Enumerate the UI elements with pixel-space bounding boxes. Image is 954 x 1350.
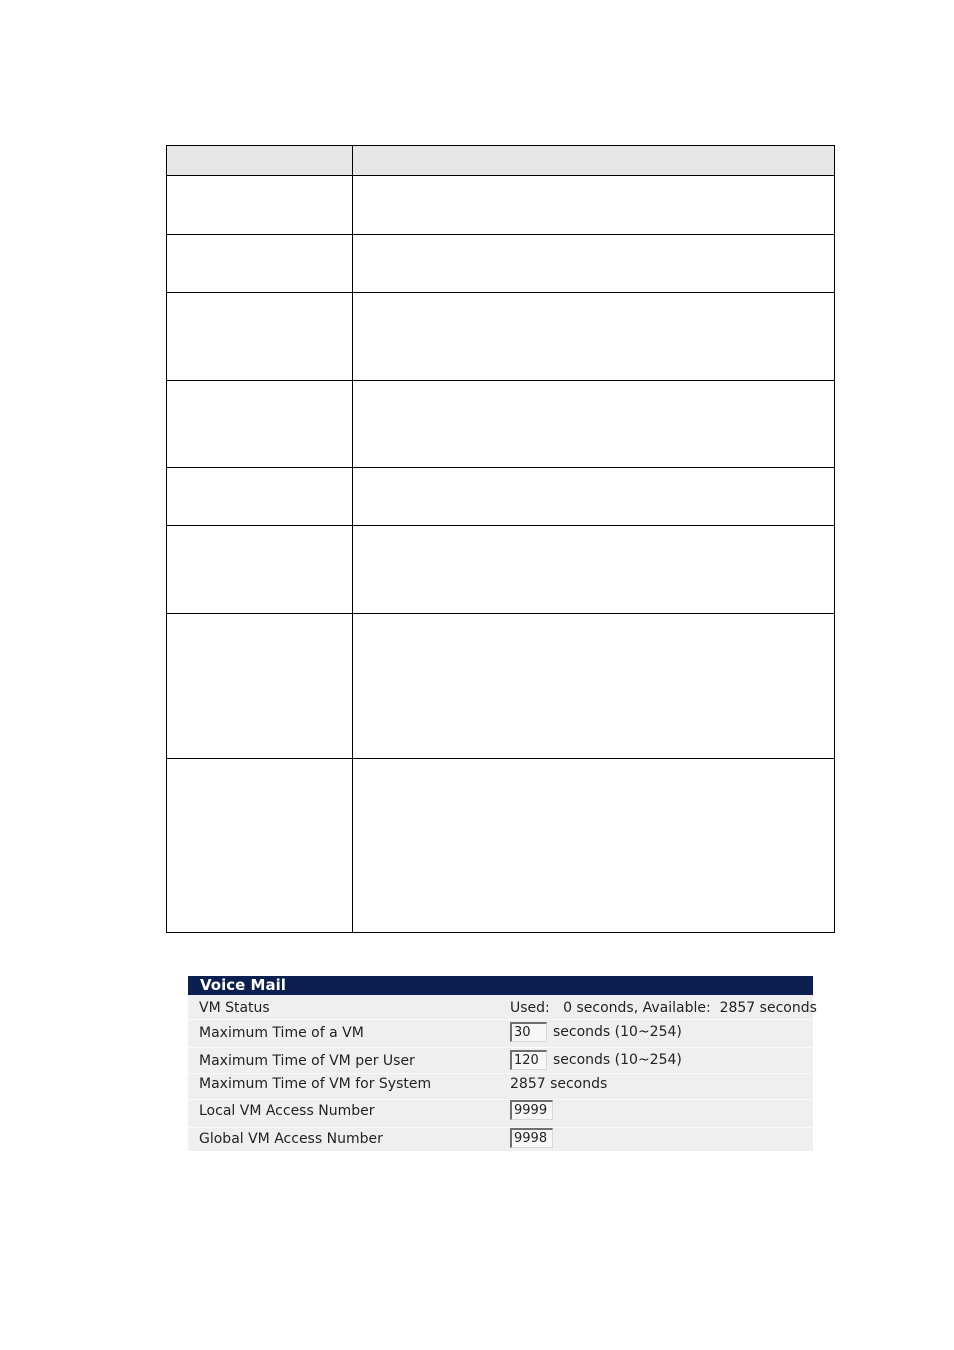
global-access-label: Global VM Access Number (199, 1131, 383, 1147)
table-row (167, 235, 835, 293)
row-divider (188, 1073, 813, 1074)
local-access-label: Local VM Access Number (199, 1103, 375, 1119)
table-cell (353, 526, 835, 614)
table-cell (167, 235, 353, 293)
table-header-row (167, 146, 835, 176)
table-cell (353, 614, 835, 759)
max-time-per-user-value (510, 1050, 682, 1070)
max-time-vm-value (510, 1022, 682, 1042)
global-access-input[interactable]: 9998 (510, 1128, 553, 1148)
table-cell (167, 293, 353, 381)
table-row (167, 468, 835, 526)
table-cell (353, 293, 835, 381)
max-time-vm-unit: seconds (10~254) (553, 1024, 682, 1040)
table-cell (353, 235, 835, 293)
voice-mail-title: Voice Mail (188, 976, 813, 995)
max-time-per-user-input[interactable]: 120 (510, 1050, 547, 1070)
table-cell (167, 526, 353, 614)
table-cell (353, 468, 835, 526)
row-divider (188, 1127, 813, 1128)
table-cell (167, 614, 353, 759)
table-cell (167, 468, 353, 526)
max-time-vm-input[interactable]: 30 (510, 1022, 547, 1042)
table-row (167, 759, 835, 933)
global-access-value (510, 1128, 553, 1148)
local-access-input[interactable]: 9999 (510, 1100, 553, 1120)
table-header-cell (353, 146, 835, 176)
voice-mail-panel (188, 976, 817, 1151)
description-table (166, 145, 835, 933)
table-header-cell (167, 146, 353, 176)
table-row (167, 526, 835, 614)
local-access-value (510, 1100, 553, 1120)
max-time-vm-label: Maximum Time of a VM (199, 1025, 364, 1041)
row-divider (188, 1047, 813, 1048)
table-row (167, 176, 835, 235)
table-cell (167, 381, 353, 468)
max-time-per-user-unit: seconds (10~254) (553, 1052, 682, 1068)
table-cell (353, 176, 835, 235)
table-cell (353, 381, 835, 468)
max-time-system-value: 2857 seconds (510, 1076, 608, 1092)
table-row (167, 381, 835, 468)
row-divider (188, 1019, 813, 1020)
vm-status-label: VM Status (199, 1000, 270, 1016)
max-time-per-user-label: Maximum Time of VM per User (199, 1053, 415, 1069)
table-row (167, 293, 835, 381)
max-time-system-label: Maximum Time of VM for System (199, 1076, 432, 1092)
table-cell (167, 759, 353, 933)
vm-status-value: Used: 0 seconds, Available: 2857 seconds (510, 1000, 817, 1016)
row-divider (188, 1099, 813, 1100)
table-cell (353, 759, 835, 933)
table-row (167, 614, 835, 759)
table-cell (167, 176, 353, 235)
